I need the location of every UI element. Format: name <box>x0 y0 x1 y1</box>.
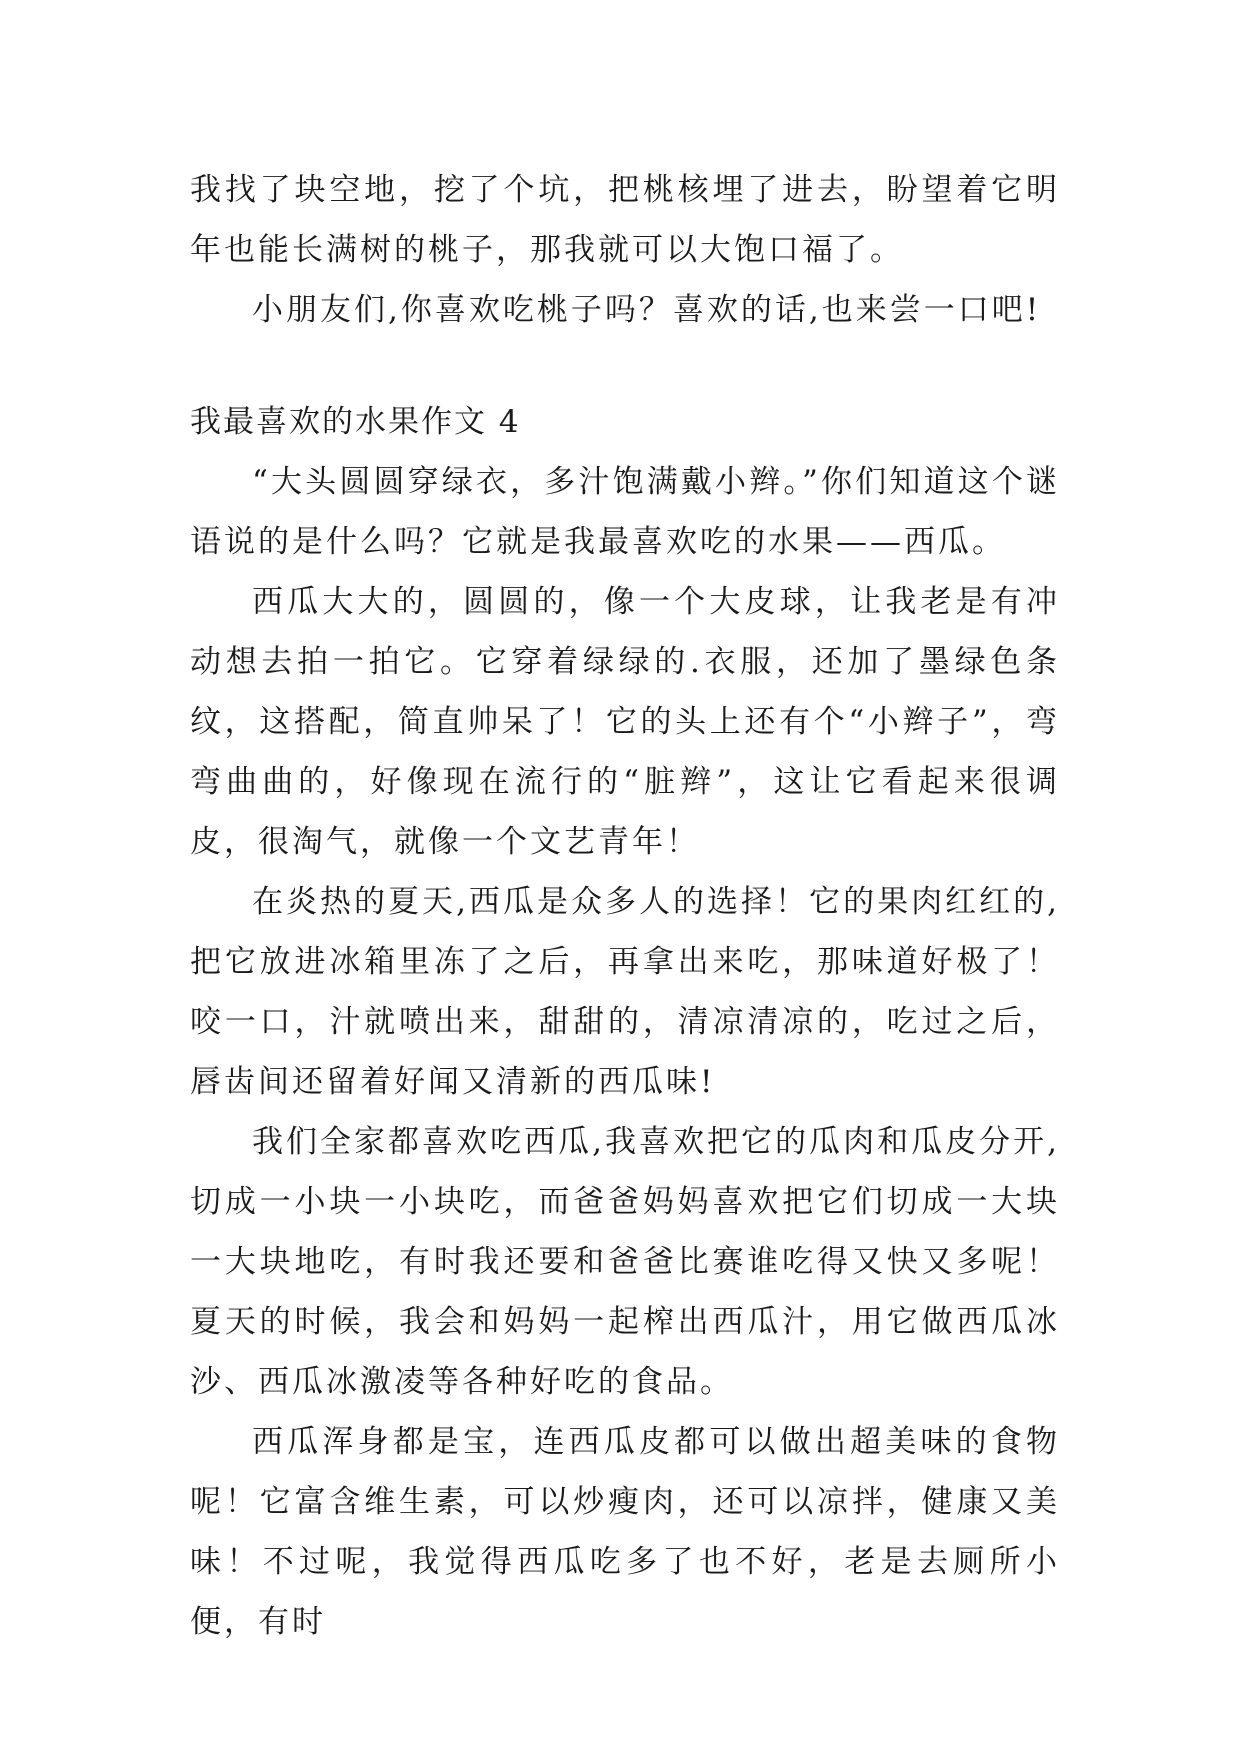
document-body <box>190 160 1060 1652</box>
paragraph-invitation: 小朋友们,你喜欢吃桃子吗？喜欢的话,也来尝一口吧! <box>252 292 1042 328</box>
paragraph-benefits: 西瓜浑身都是宝，连西瓜皮都可以做出超美味的食物呢！它富含维生素，可以炒瘦肉，还可以凉拌，健康又美味！不过呢，我觉得西瓜吃多了也不好，老是去厕所小便，有时 <box>190 1424 1060 1640</box>
paragraph-appearance: 西瓜大大的，圆圆的，像一个大皮球，让我老是有冲动想去拍一拍它。它穿着绿绿的.衣服，还加了墨绿色条纹，这搭配，简直帅呆了！它的头上还有个“小辫子”，弯弯曲曲的，好像现在流行的“脏辫”，这让它看起来很调皮，很淘气，就像一个文艺青年！ <box>190 584 1060 860</box>
paragraph-family: 我们全家都喜欢吃西瓜,我喜欢把它的瓜肉和瓜皮分开,切成一小块一小块吃，而爸爸妈妈喜欢把它们切成一大块一大块地吃，有时我还要和爸爸比赛谁吃得又快又多呢！夏天的时候，我会和妈妈一起榨出西瓜汁，用它做西瓜冰沙、西瓜冰激凌等各种好吃的食品。 <box>190 1124 1060 1400</box>
section-title: 我最喜欢的水果作文 4 <box>190 404 521 440</box>
paragraph-summer: 在炎热的夏天,西瓜是众多人的选择！它的果肉红红的,把它放进冰箱里冻了之后，再拿出来吃，那味道好极了！咬一口，汁就喷出来，甜甜的，清凉清凉的，吃过之后，唇齿间还留着好闻又清新的西瓜味! <box>190 884 1060 1100</box>
paragraph-riddle: “大头圆圆穿绿衣，多汁饱满戴小辫。”你们知道这个谜语说的是什么吗？它就是我最喜欢吃的水果——西瓜。 <box>190 464 1060 560</box>
paragraph-peach-pit: 我找了块空地，挖了个坑，把桃核埋了进去，盼望着它明年也能长满树的桃子，那我就可以大饱口福了。 <box>190 172 1060 268</box>
